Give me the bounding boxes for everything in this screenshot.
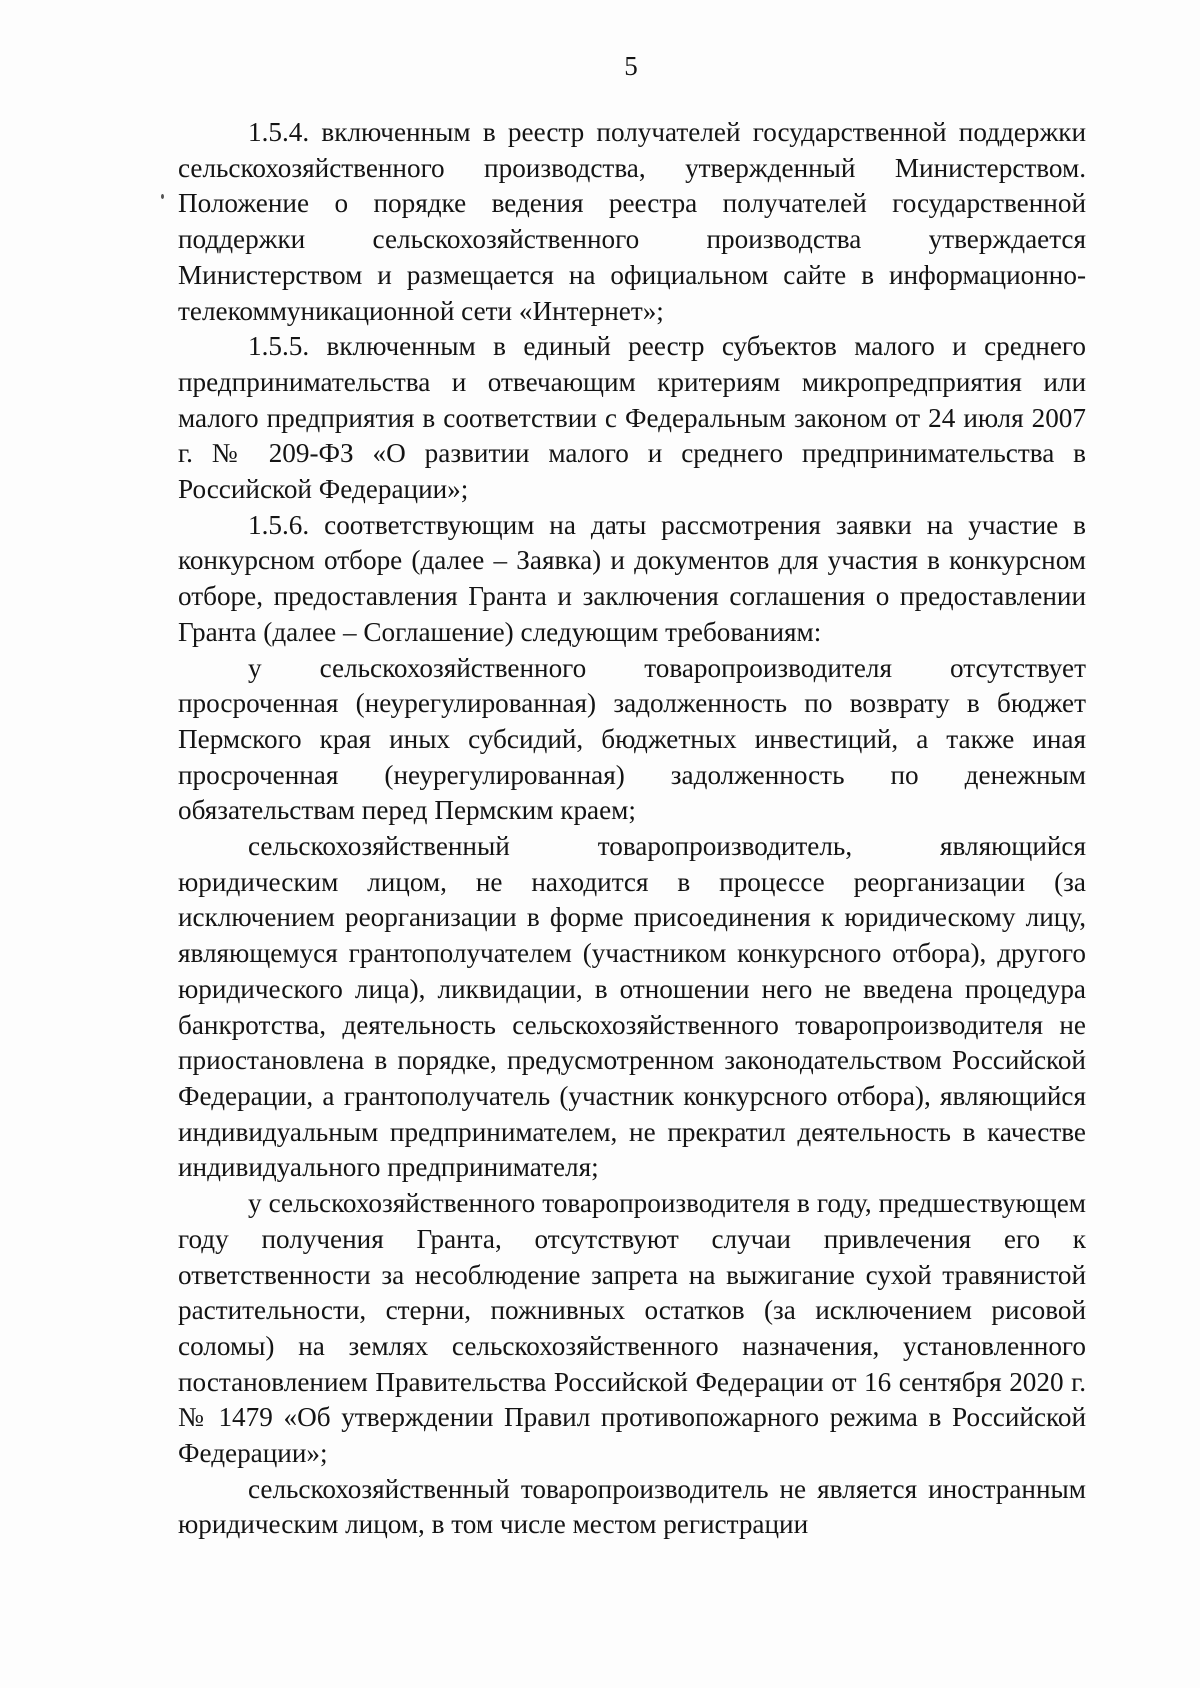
document-body: [178, 115, 1086, 1543]
page-number: 5: [624, 51, 638, 81]
scan-speck: [161, 194, 164, 199]
requirement-no-burning-violations: у сельскохозяйственного товаропроизводителя в году, предшествующем году получения Гранта, отсутствуют случаи привлечения его к ответственности за несоблюдение запрета на выжигание сухой травянистой растительности, стерни, пожнивных остатков (за исключением рисовой соломы) на землях сельскохозяйственного назначения, установленного постановлением Правительства Российской Федерации от 16 сентября 2020 г. № 1479 «Об утверждении Правил противопожарного режима в Российской Федерации»;: [178, 1188, 1086, 1469]
paragraph-1-5-6: 1.5.6. соответствующим на даты рассмотрения заявки на участие в конкурсном отборе (далее – Заявка) и документов для участия в конкурсном отборе, предоставления Гранта и заключения соглашения о предоставлении Гранта (далее – Соглашение) следующим требованиям:: [178, 509, 1086, 647]
requirement-not-foreign-entity: сельскохозяйственный товаропроизводитель не является иностранным юридическим лицом, в том числе местом регистрации: [178, 1473, 1086, 1540]
paragraph-1-5-5: 1.5.5. включенным в единый реестр субъектов малого и среднего предпринимательства и отвечающим критериям микропредприятия или малого предприятия в соответствии с Федеральным законом от 24 июля 2007 г. № 209-ФЗ «О развитии малого и среднего предпринимательства в Российской Федерации»;: [178, 331, 1086, 505]
requirement-no-reorganization: сельскохозяйственный товаропроизводитель, являющийся юридическим лицом, не находится в процессе реорганизации (за исключением реорганизации в форме присоединения к юридическому лицу, являющемуся грантополучателем (участником конкурсного отбора), другого юридического лица), ликвидации, в отношении него не введена процедура банкротства, деятельность сельскохозяйственного товаропроизводителя не приостановлена в порядке, предусмотренном законодательством Российской Федерации, а грантополучатель (участник конкурсного отбора), являющийся индивидуальным предпринимателем, не прекратил деятельность в качестве индивидуального предпринимателя;: [178, 831, 1086, 1183]
requirement-no-debt: у сельскохозяйственного товаропроизводителя отсутствует просроченная (неурегулированная) задолженность по возврату в бюджет Пермского края иных субсидий, бюджетных инвестиций, а также иная просроченная (неурегулированная) задолженность по денежным обязательствам перед Пермским краем;: [178, 652, 1086, 826]
paragraph-1-5-4: 1.5.4. включенным в реестр получателей государственной поддержки сельскохозяйственного производства, утвержденный Министерством. Положение о порядке ведения реестра получателей государственной поддержки сельскохозяйственного производства утверждается Министерством и размещается на официальном сайте в информационно-телекоммуникационной сети «Интернет»;: [178, 117, 1086, 326]
